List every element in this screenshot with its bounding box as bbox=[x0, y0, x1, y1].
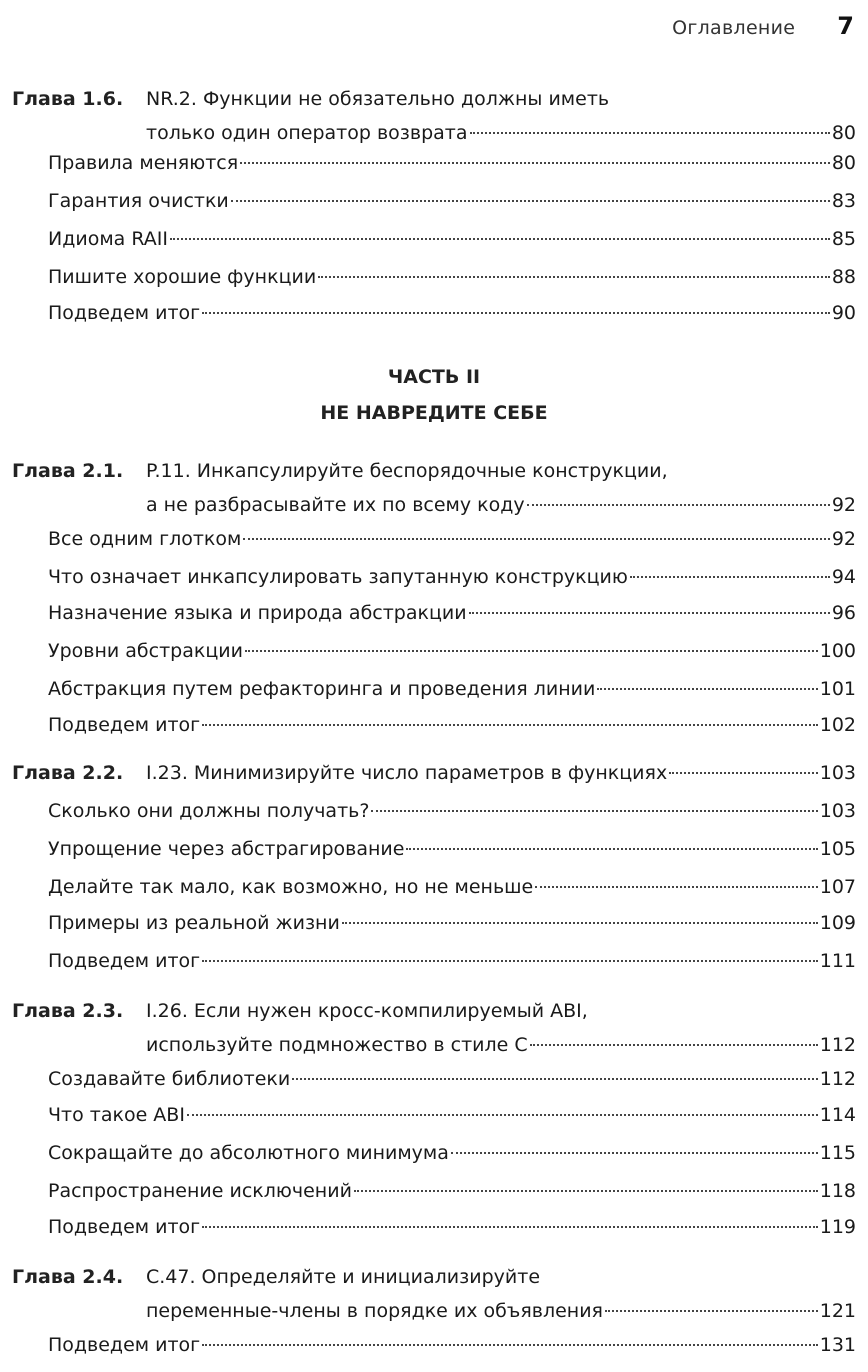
entry-page: 131 bbox=[819, 1334, 856, 1356]
toc-entry[interactable] bbox=[48, 1098, 856, 1132]
entry-page: 105 bbox=[819, 838, 856, 860]
entry-page: 101 bbox=[819, 678, 856, 700]
dot-leader bbox=[243, 538, 829, 540]
toc-entry[interactable] bbox=[48, 634, 856, 668]
toc-entry[interactable] bbox=[48, 944, 856, 978]
entry-page: 112 bbox=[819, 1068, 856, 1090]
entry-title: Примеры из реальной жизни bbox=[48, 912, 340, 934]
dot-leader bbox=[630, 576, 830, 578]
dot-leader bbox=[451, 1152, 818, 1154]
chapter-title-line1: P.11. Инкапсулируйте беспорядочные конструкции, bbox=[146, 460, 668, 482]
part-title: НЕ НАВРЕДИТЕ СЕБЕ bbox=[320, 402, 548, 424]
chapter-page: 92 bbox=[831, 494, 856, 516]
chapter-title-line1: I.23. Минимизируйте число параметров в функциях bbox=[146, 762, 668, 784]
dot-leader bbox=[605, 1310, 818, 1312]
dot-leader bbox=[371, 810, 817, 812]
entry-title: Гарантия очистки bbox=[48, 190, 229, 212]
dot-leader bbox=[597, 688, 817, 690]
chapter-label: Глава 2.3. bbox=[12, 1000, 124, 1022]
entry-page: 100 bbox=[819, 640, 856, 662]
chapter-title-line2: только один оператор возврата bbox=[146, 122, 468, 144]
toc-entry[interactable] bbox=[48, 1210, 856, 1244]
chapter-title-line2: используйте подмножество в стиле С bbox=[146, 1034, 528, 1056]
dot-leader bbox=[240, 162, 830, 164]
toc-entry[interactable] bbox=[48, 906, 856, 940]
toc-entry[interactable] bbox=[48, 522, 856, 556]
dot-leader bbox=[535, 886, 818, 888]
entry-page: 111 bbox=[819, 950, 856, 972]
toc-entry[interactable] bbox=[48, 596, 856, 630]
dot-leader bbox=[202, 312, 830, 314]
entry-page: 96 bbox=[831, 602, 856, 624]
dot-leader bbox=[470, 132, 830, 134]
dot-leader bbox=[354, 1190, 818, 1192]
toc-entry[interactable] bbox=[48, 1136, 856, 1170]
entry-page: 102 bbox=[819, 714, 856, 736]
chapter-2-2 bbox=[12, 756, 856, 790]
entry-page: 88 bbox=[831, 266, 856, 288]
toc-entry[interactable] bbox=[48, 672, 856, 706]
dot-leader bbox=[342, 922, 818, 924]
entry-title: Распространение исключений bbox=[48, 1180, 352, 1202]
chapter-page: 103 bbox=[819, 762, 856, 784]
dot-leader bbox=[187, 1114, 818, 1116]
entry-title: Абстракция путем рефакторинга и проведения линии bbox=[48, 678, 596, 700]
toc-entry[interactable] bbox=[48, 260, 856, 294]
dot-leader bbox=[245, 650, 818, 652]
entry-title: Назначение языка и природа абстракции bbox=[48, 602, 467, 624]
entry-title: Что такое ABI bbox=[48, 1104, 185, 1126]
dot-leader bbox=[170, 238, 830, 240]
entry-page: 85 bbox=[831, 228, 856, 250]
toc-entry[interactable] bbox=[48, 870, 856, 904]
entry-title: Делайте так мало, как возможно, но не меньше bbox=[48, 876, 534, 898]
entry-page: 94 bbox=[831, 566, 856, 588]
chapter-title-line1: NR.2. Функции не обязательно должны иметь bbox=[146, 88, 610, 110]
entry-page: 119 bbox=[819, 1216, 856, 1238]
entry-title: Уровни абстракции bbox=[48, 640, 243, 662]
page-number: 7 bbox=[837, 12, 854, 40]
chapter-page: 121 bbox=[819, 1300, 856, 1322]
entry-title: Сколько они должны получать? bbox=[48, 800, 370, 822]
toc-entry[interactable] bbox=[48, 146, 856, 180]
entry-title: Все одним глотком bbox=[48, 528, 242, 550]
toc-entry[interactable] bbox=[48, 1328, 856, 1362]
chapter-label: Глава 2.4. bbox=[12, 1266, 124, 1288]
entry-title: Подведем итог bbox=[48, 950, 201, 972]
entry-page: 115 bbox=[819, 1142, 856, 1164]
entry-title: Идиома RAII bbox=[48, 228, 168, 250]
dot-leader bbox=[202, 724, 818, 726]
toc-entry[interactable] bbox=[48, 222, 856, 256]
chapter-1-6 bbox=[12, 82, 856, 150]
dot-leader bbox=[530, 1044, 818, 1046]
dot-leader bbox=[202, 960, 818, 962]
chapter-label: Глава 1.6. bbox=[12, 88, 124, 110]
entry-title: Подведем итог bbox=[48, 1216, 201, 1238]
dot-leader bbox=[202, 1344, 818, 1346]
toc-entry[interactable] bbox=[48, 560, 856, 594]
dot-leader bbox=[202, 1226, 818, 1228]
entry-page: 92 bbox=[831, 528, 856, 550]
chapter-title-line2: переменные-члены в порядке их объявления bbox=[146, 1300, 603, 1322]
chapter-label: Глава 2.1. bbox=[12, 460, 124, 482]
toc-entry[interactable] bbox=[48, 1062, 856, 1096]
toc-entry[interactable] bbox=[48, 794, 856, 828]
dot-leader bbox=[527, 504, 830, 506]
entry-page: 118 bbox=[819, 1180, 856, 1202]
entry-page: 114 bbox=[819, 1104, 856, 1126]
chapter-2-3 bbox=[12, 994, 856, 1062]
chapter-label: Глава 2.2. bbox=[12, 762, 124, 784]
running-header bbox=[672, 12, 854, 42]
entry-title: Что означает инкапсулировать запутанную конструкцию bbox=[48, 566, 628, 588]
entry-title: Сокращайте до абсолютного минимума bbox=[48, 1142, 449, 1164]
entry-title: Правила меняются bbox=[48, 152, 239, 174]
entry-title: Пишите хорошие функции bbox=[48, 266, 317, 288]
dot-leader bbox=[292, 1078, 817, 1080]
entry-page: 107 bbox=[819, 876, 856, 898]
entry-title: Подведем итог bbox=[48, 714, 201, 736]
toc-entry[interactable] bbox=[48, 1174, 856, 1208]
chapter-page: 80 bbox=[831, 122, 856, 144]
dot-leader bbox=[669, 772, 818, 774]
dot-leader bbox=[406, 848, 817, 850]
entry-title: Создавайте библиотеки bbox=[48, 1068, 291, 1090]
entry-title: Упрощение через абстрагирование bbox=[48, 838, 405, 860]
entry-page: 109 bbox=[819, 912, 856, 934]
chapter-title-line2: а не разбрасывайте их по всему коду bbox=[146, 494, 525, 516]
chapter-2-1 bbox=[12, 454, 856, 522]
chapter-2-4 bbox=[12, 1260, 856, 1328]
dot-leader bbox=[231, 200, 830, 202]
entry-page: 103 bbox=[819, 800, 856, 822]
entry-page: 90 bbox=[831, 302, 856, 324]
toc-entry[interactable] bbox=[48, 184, 856, 218]
part-number: ЧАСТЬ II bbox=[387, 366, 481, 388]
toc-entry[interactable] bbox=[48, 296, 856, 330]
chapter-title-line1: I.26. Если нужен кросс-компилируемый ABI, bbox=[146, 1000, 588, 1022]
running-title: Оглавление bbox=[672, 17, 796, 39]
chapter-page: 112 bbox=[819, 1034, 856, 1056]
toc-entry[interactable] bbox=[48, 832, 856, 866]
toc-entry[interactable] bbox=[48, 708, 856, 742]
entry-page: 80 bbox=[831, 152, 856, 174]
dot-leader bbox=[469, 612, 830, 614]
entry-title: Подведем итог bbox=[48, 1334, 201, 1356]
entry-page: 83 bbox=[831, 190, 856, 212]
entry-title: Подведем итог bbox=[48, 302, 201, 324]
dot-leader bbox=[318, 276, 830, 278]
chapter-title-line1: C.47. Определяйте и инициализируйте bbox=[146, 1266, 541, 1288]
